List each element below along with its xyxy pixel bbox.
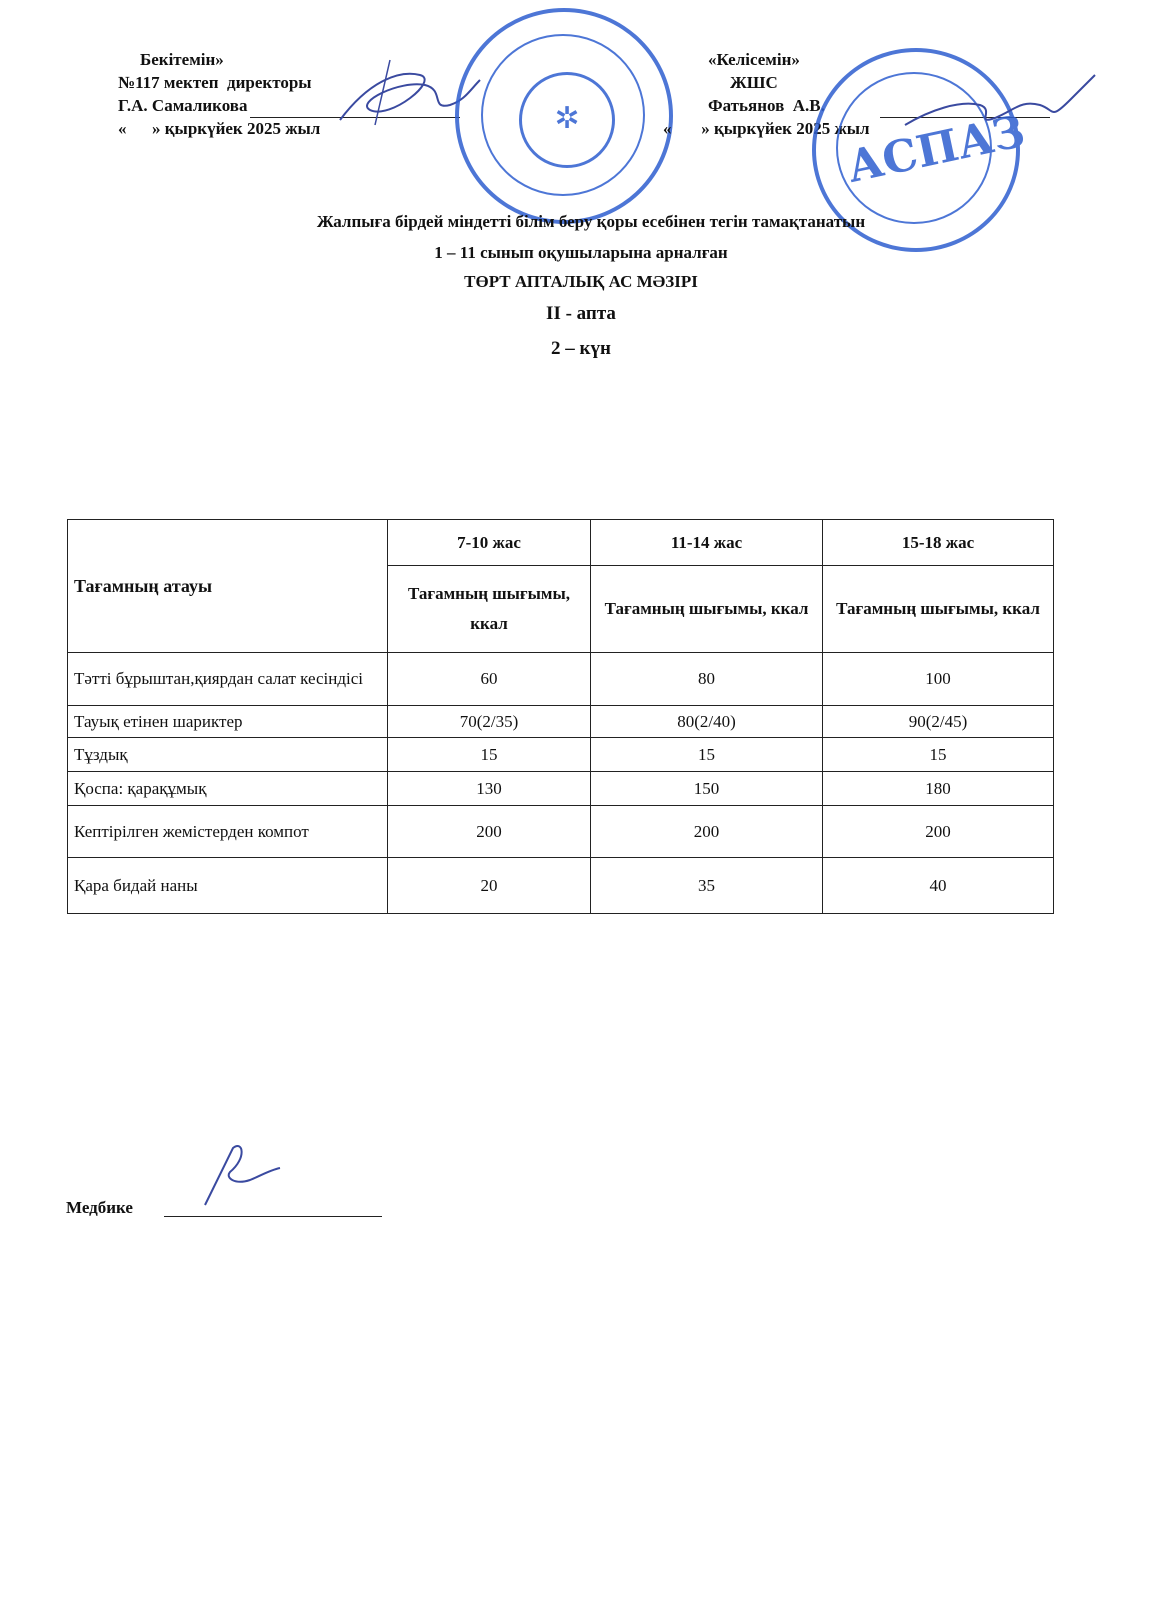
yield-11-14: 200 bbox=[591, 806, 823, 858]
dish-name: Тауық етінен шариктер bbox=[68, 706, 388, 738]
yield-7-10: 60 bbox=[388, 653, 591, 706]
subheader-yield-11-14: Тағамның шығымы, ккал bbox=[591, 566, 823, 653]
company-stamp-text: АСПАЗ bbox=[842, 105, 1030, 194]
approval-left-title: Бекітемін» bbox=[140, 50, 224, 69]
table-row bbox=[68, 858, 1054, 914]
approval-right-title: «Келісемін» bbox=[708, 50, 800, 69]
dish-name: Тұздық bbox=[68, 738, 388, 772]
approval-right-name: Фатьянов А.В. bbox=[708, 96, 825, 115]
table-row bbox=[68, 772, 1054, 806]
title-line-2: 1 – 11 сынып оқушыларына арналған bbox=[434, 243, 728, 262]
header-age-15-18: 15-18 жас bbox=[823, 520, 1054, 566]
signature-nurse-icon bbox=[195, 1140, 285, 1210]
approval-right-date: « » қыркүйек 2025 жыл bbox=[663, 119, 870, 138]
approval-left-position: №117 мектеп директоры bbox=[118, 73, 312, 92]
menu-table bbox=[67, 519, 1054, 914]
yield-15-18: 200 bbox=[823, 806, 1054, 858]
approval-block-left bbox=[118, 48, 320, 140]
nurse-label: Медбике bbox=[66, 1198, 133, 1217]
yield-7-10: 200 bbox=[388, 806, 591, 858]
approval-left-date: « » қыркүйек 2025 жыл bbox=[118, 119, 321, 138]
subheader-yield-7-10: Тағамның шығымы, ккал bbox=[388, 566, 591, 653]
yield-15-18: 180 bbox=[823, 772, 1054, 806]
dish-name: Кептірілген жемістерден компот bbox=[68, 806, 388, 858]
yield-7-10: 130 bbox=[388, 772, 591, 806]
header-age-7-10: 7-10 жас bbox=[388, 520, 591, 566]
title-line-1: Жалпыға бірдей міндетті білім беру қоры есебінен тегін тамақтанатын bbox=[316, 212, 866, 231]
title-day: 2 – күн bbox=[551, 338, 611, 359]
yield-11-14: 150 bbox=[591, 772, 823, 806]
signature-right-icon bbox=[900, 70, 1100, 140]
yield-7-10: 15 bbox=[388, 738, 591, 772]
dish-name: Тәтті бұрыштан,қиярдан салат кесіндісі bbox=[68, 653, 388, 706]
title-line-3: ТӨРТ АПТАЛЫҚ АС МӘЗІРІ bbox=[464, 272, 698, 291]
yield-15-18: 90(2/45) bbox=[823, 706, 1054, 738]
yield-11-14: 35 bbox=[591, 858, 823, 914]
title-week: II - апта bbox=[546, 303, 616, 324]
yield-11-14: 80(2/40) bbox=[591, 706, 823, 738]
table-row bbox=[68, 653, 1054, 706]
approval-left-name: Г.А. Самаликова bbox=[118, 96, 248, 115]
yield-11-14: 80 bbox=[591, 653, 823, 706]
yield-15-18: 40 bbox=[823, 858, 1054, 914]
dish-name: Қоспа: қарақұмық bbox=[68, 772, 388, 806]
subheader-yield-15-18: Тағамның шығымы, ккал bbox=[823, 566, 1054, 653]
school-stamp-emblem: ✲ bbox=[519, 72, 615, 168]
yield-11-14: 15 bbox=[591, 738, 823, 772]
yield-15-18: 100 bbox=[823, 653, 1054, 706]
header-dish-name: Тағамның атауы bbox=[68, 520, 388, 653]
table-row bbox=[68, 706, 1054, 738]
yield-7-10: 20 bbox=[388, 858, 591, 914]
approval-right-org: ЖШС bbox=[730, 73, 778, 92]
table-row bbox=[68, 738, 1054, 772]
school-stamp-icon bbox=[455, 8, 673, 224]
table-row bbox=[68, 806, 1054, 858]
dish-name: Қара бидай наны bbox=[68, 858, 388, 914]
header-age-11-14: 11-14 жас bbox=[591, 520, 823, 566]
yield-7-10: 70(2/35) bbox=[388, 706, 591, 738]
yield-15-18: 15 bbox=[823, 738, 1054, 772]
nurse-signature-line bbox=[164, 1216, 382, 1217]
